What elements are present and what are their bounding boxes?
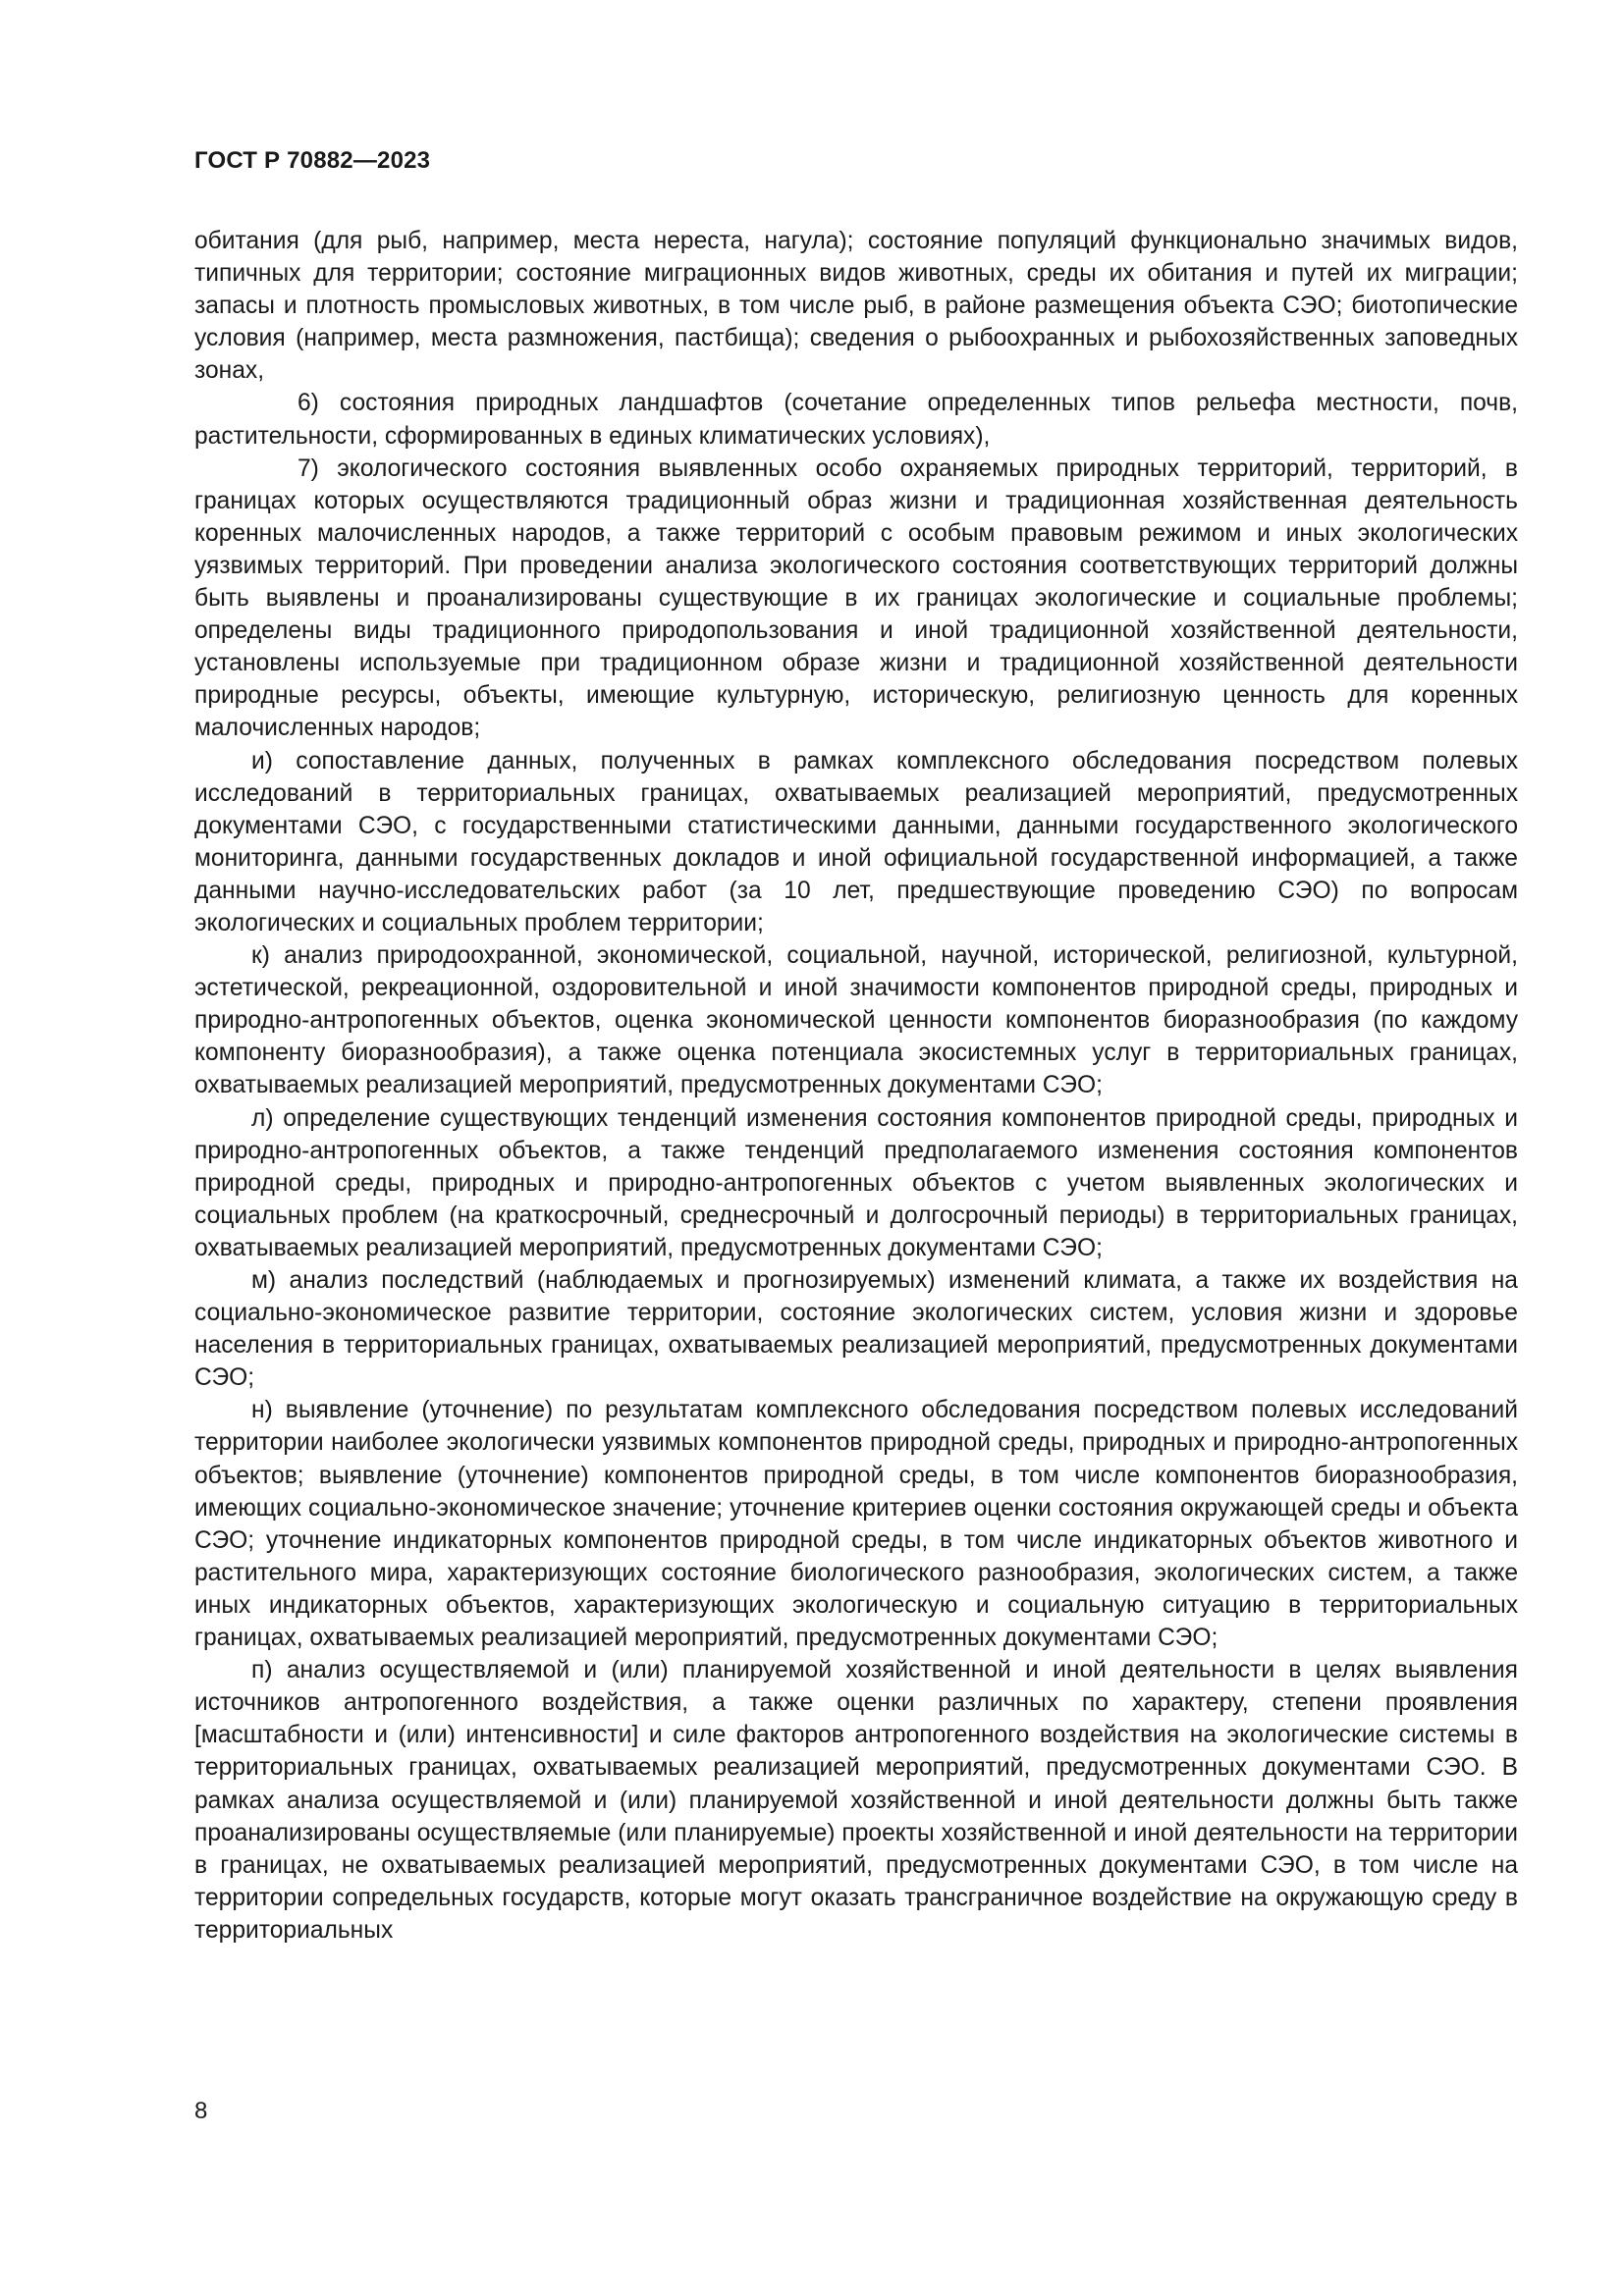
paragraph-item-n: н) выявление (уточнение) по результатам комплексного обследования посредством полевых исследований территории наиболее экологически уязвимых компонентов природной среды, природных и природно-антропогенных объектов; выявление (уточнение) компонентов природной среды, в том числе компонентов биоразнообразия, имеющих социально-экономическое значение; уточнение критериев оценки состояния окружающей среды и объекта СЭО; уточнение индикаторных компонентов природной среды, в том числе индикаторных объектов животного и растительного мира, характеризующих состояние биологического разнообразия, экологических систем, а также иных индикаторных объектов, характеризующих экологическую и социальную ситуацию в территориальных границах, охватываемых реализацией мероприятий, предусмотренных документами СЭО; bbox=[194, 1397, 1518, 1652]
paragraph-item-6: 6) состояния природных ландшафтов (сочетание определенных типов рельефа местности, почв, растительности, сформированных в единых климатических условиях), bbox=[194, 390, 1518, 450]
page-number: 8 bbox=[194, 2098, 208, 2124]
paragraph-item-i: и) сопоставление данных, полученных в рамках комплексного обследования посредством полевых исследований в территориальных границах, охватываемых реализацией мероприятий, предусмотренных документами СЭО, с государственными статистическими данными, данными государственного экологического мониторинга, данными государственных докладов и иной официальной государственной информацией, а также данными научно-исследовательских работ (за 10 лет, предшествующие проведению СЭО) по вопросам экологических и социальных проблем территории; bbox=[194, 747, 1518, 936]
document-header: ГОСТ Р 70882—2023 bbox=[194, 147, 431, 174]
paragraph-item-l: л) определение существующих тенденций изменения состояния компонентов природной среды, природных и природно-антропогенных объектов, а также тенденций предполагаемого изменения состояния компонентов природной среды, природных и природно-антропогенных объектов с учетом выявленных экологических и социальных проблем (на краткосрочный, среднесрочный и долгосрочный периоды) в территориальных границах, охватываемых реализацией мероприятий, предусмотренных документами СЭО; bbox=[194, 1104, 1518, 1261]
body-text bbox=[194, 225, 1518, 1947]
paragraph-item-p: п) анализ осуществляемой и (или) планируемой хозяйственной и иной деятельности в целях выявления источников антропогенного воздействия, а также оценки различных по характеру, степени проявления [масштабности и (или) интенсивности] и силе факторов антропогенного воздействия на экологические системы в территориальных границах, охватываемых реализацией мероприятий, предусмотренных документами СЭО. В рамках анализа осуществляемой и (или) планируемой хозяйственной и иной деятельности должны быть также проанализированы осуществляемые (или планируемые) проекты хозяйственной и иной деятельности на территории в границах, не охватываемых реализацией мероприятий, предусмотренных документами СЭО, в том числе на территории сопредельных государств, которые могут оказать трансграничное воздействие на окружающую среду в территориальных bbox=[194, 1657, 1518, 1944]
paragraph-item-7: 7) экологического состояния выявленных особо охраняемых природных территорий, территорий, в границах которых осуществляются традиционный образ жизни и традиционная хозяйственная деятельность коренных малочисленных народов, а также территорий с особым правовым режимом и иных экологических уязвимых территорий. При проведении анализа экологического состояния соответствующих территорий должны быть выявлены и проанализированы существующие в их границах экологические и социальные проблемы; определены виды традиционного природопользования и иной традиционной хозяйственной деятельности, установлены используемые при традиционном образе жизни и традиционной хозяйственной деятельности природные ресурсы, объекты, имеющие культурную, историческую, религиозную ценность для коренных малочисленных народов; bbox=[194, 454, 1518, 742]
paragraph-item-m: м) анализ последствий (наблюдаемых и прогнозируемых) изменений климата, а также их воздействия на социально-экономическое развитие территории, состояние экологических систем, условия жизни и здоровье населения в территориальных границах, охватываемых реализацией мероприятий, предусмотренных документами СЭО; bbox=[194, 1267, 1518, 1392]
paragraph-continuation: обитания (для рыб, например, места нереста, нагула); состояние популяций функционально значимых видов, типичных для территории; состояние миграционных видов животных, среды их обитания и путей их миграции; запасы и плотность промысловых животных, в том числе рыб, в районе размещения объекта СЭО; биотопические условия (например, места размножения, пастбища); сведения о рыбоохранных и рыбохозяйственных заповедных зонах, bbox=[194, 228, 1518, 385]
paragraph-item-k: к) анализ природоохранной, экономической, социальной, научной, исторической, религиозной, культурной, эстетической, рекреационной, оздоровительной и иной значимости компонентов природной среды, природных и природно-антропогенных объектов, оценка экономической ценности компонентов биоразнообразия (по каждому компоненту биоразнообразия), а также оценка потенциала экосистемных услуг в территориальных границах, охватываемых реализацией мероприятий, предусмотренных документами СЭО; bbox=[194, 942, 1518, 1099]
